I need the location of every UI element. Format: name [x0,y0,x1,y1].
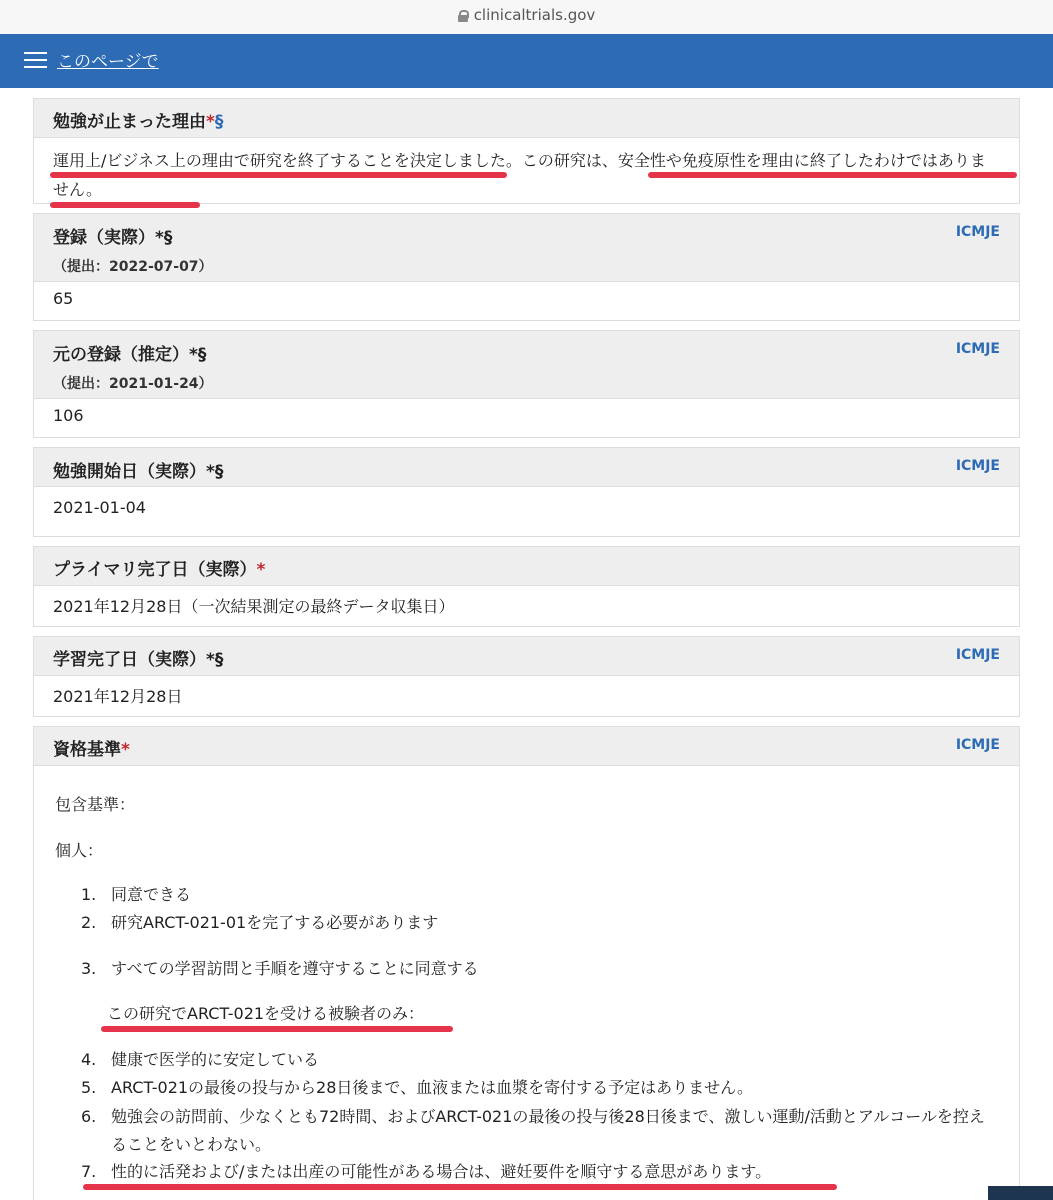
section-header [33,546,1020,586]
individual-label: 個人： [55,841,104,860]
list-item: 1. 同意できる [81,885,192,904]
section-body [33,399,1020,438]
section-primary-completion [33,546,1020,627]
section-header [33,636,1020,676]
section-original-enrollment [33,330,1020,438]
top-nav-bar [0,34,1053,88]
address-bar[interactable] [0,6,1053,24]
section-header [33,726,1020,766]
highlight-underline [50,172,507,178]
highlight-underline [50,202,200,208]
subheading: この研究でARCT-021を受ける被験者のみ： [107,1004,425,1023]
section-body [33,766,1020,1200]
url-text: clinicaltrials.gov [473,6,596,24]
list-item: 2. 研究ARCT-021-01を完了する必要があります [81,913,439,932]
hamburger-menu-icon[interactable] [24,52,47,68]
section-start-date [33,447,1020,537]
section-eligibility [33,726,1020,1200]
section-body [33,282,1020,321]
list-item: 5. ARCT-021の最後の投与から28日後まで、血液または血漿を寄付する予定はありません。 [81,1078,754,1097]
inclusion-label: 包含基準： [55,795,136,814]
section-body [33,138,1020,204]
stop-reason-text: 運用上/ビジネス上の理由で研究を終了することを決定しました。この研究は、安全性や免疫原性を理由に終了したわけではありません。 [53,151,986,199]
list-item: 7. 性的に活発および/または出産の可能性がある場合は、避妊要件を順守する意思があります。 [81,1162,772,1181]
lock-icon [458,10,468,21]
submitted-date: （提出：2021-01-24） [53,376,213,392]
section-mark-link[interactable]: § [214,112,224,132]
icmje-link[interactable]: ICMJE [955,458,1000,474]
section-body [33,586,1020,627]
on-this-page-link[interactable]: このページで [57,52,159,72]
section-header [33,213,1020,282]
submitted-date: （提出：2022-07-07） [53,259,213,275]
section-body [33,487,1020,537]
section-title: 登録（実際）*§ [53,228,173,248]
section-body [33,676,1020,717]
section-title: 勉強開始日（実際）*§ [53,462,224,482]
icmje-link[interactable]: ICMJE [955,224,1000,240]
icmje-link[interactable]: ICMJE [955,737,1000,753]
highlight-underline [648,172,1017,178]
section-study-completion [33,636,1020,717]
required-star: * [206,112,215,132]
section-header [33,330,1020,399]
section-header [33,447,1020,487]
section-enrollment [33,213,1020,321]
primary-completion-value: 2021年12月28日（一次結果測定の最終データ収集日） [53,597,455,616]
list-item: 6. 勉強会の訪問前、少なくとも72時間、およびARCT-021の最後の投与後28日後まで、激しい運動/活動とアルコールを控えることをいとわない。 [81,1107,985,1154]
highlight-underline [101,1026,453,1032]
list-item: 4. 健康で医学的に安定している [81,1050,320,1069]
start-date-value: 2021-01-04 [53,498,146,517]
icmje-link[interactable]: ICMJE [955,647,1000,663]
original-enrollment-value: 106 [53,406,84,425]
browser-status-bar [0,0,1053,34]
section-title: 元の登録（推定）*§ [53,345,207,365]
section-title: プライマリ完了日（実際）* [53,560,266,580]
section-stop-reason [33,98,1020,204]
section-title: 勉強が止まった理由*§ [53,112,224,132]
main-content [33,98,1020,1200]
section-title: 資格基準* [53,740,130,760]
study-completion-value: 2021年12月28日 [53,687,183,706]
floating-tab-corner[interactable] [988,1186,1053,1200]
section-title: 学習完了日（実際）*§ [53,650,224,670]
icmje-link[interactable]: ICMJE [955,341,1000,357]
list-item: 3. すべての学習訪問と手順を遵守することに同意する [81,959,479,978]
section-header [33,98,1020,138]
highlight-underline [83,1184,837,1190]
enrollment-value: 65 [53,289,74,308]
